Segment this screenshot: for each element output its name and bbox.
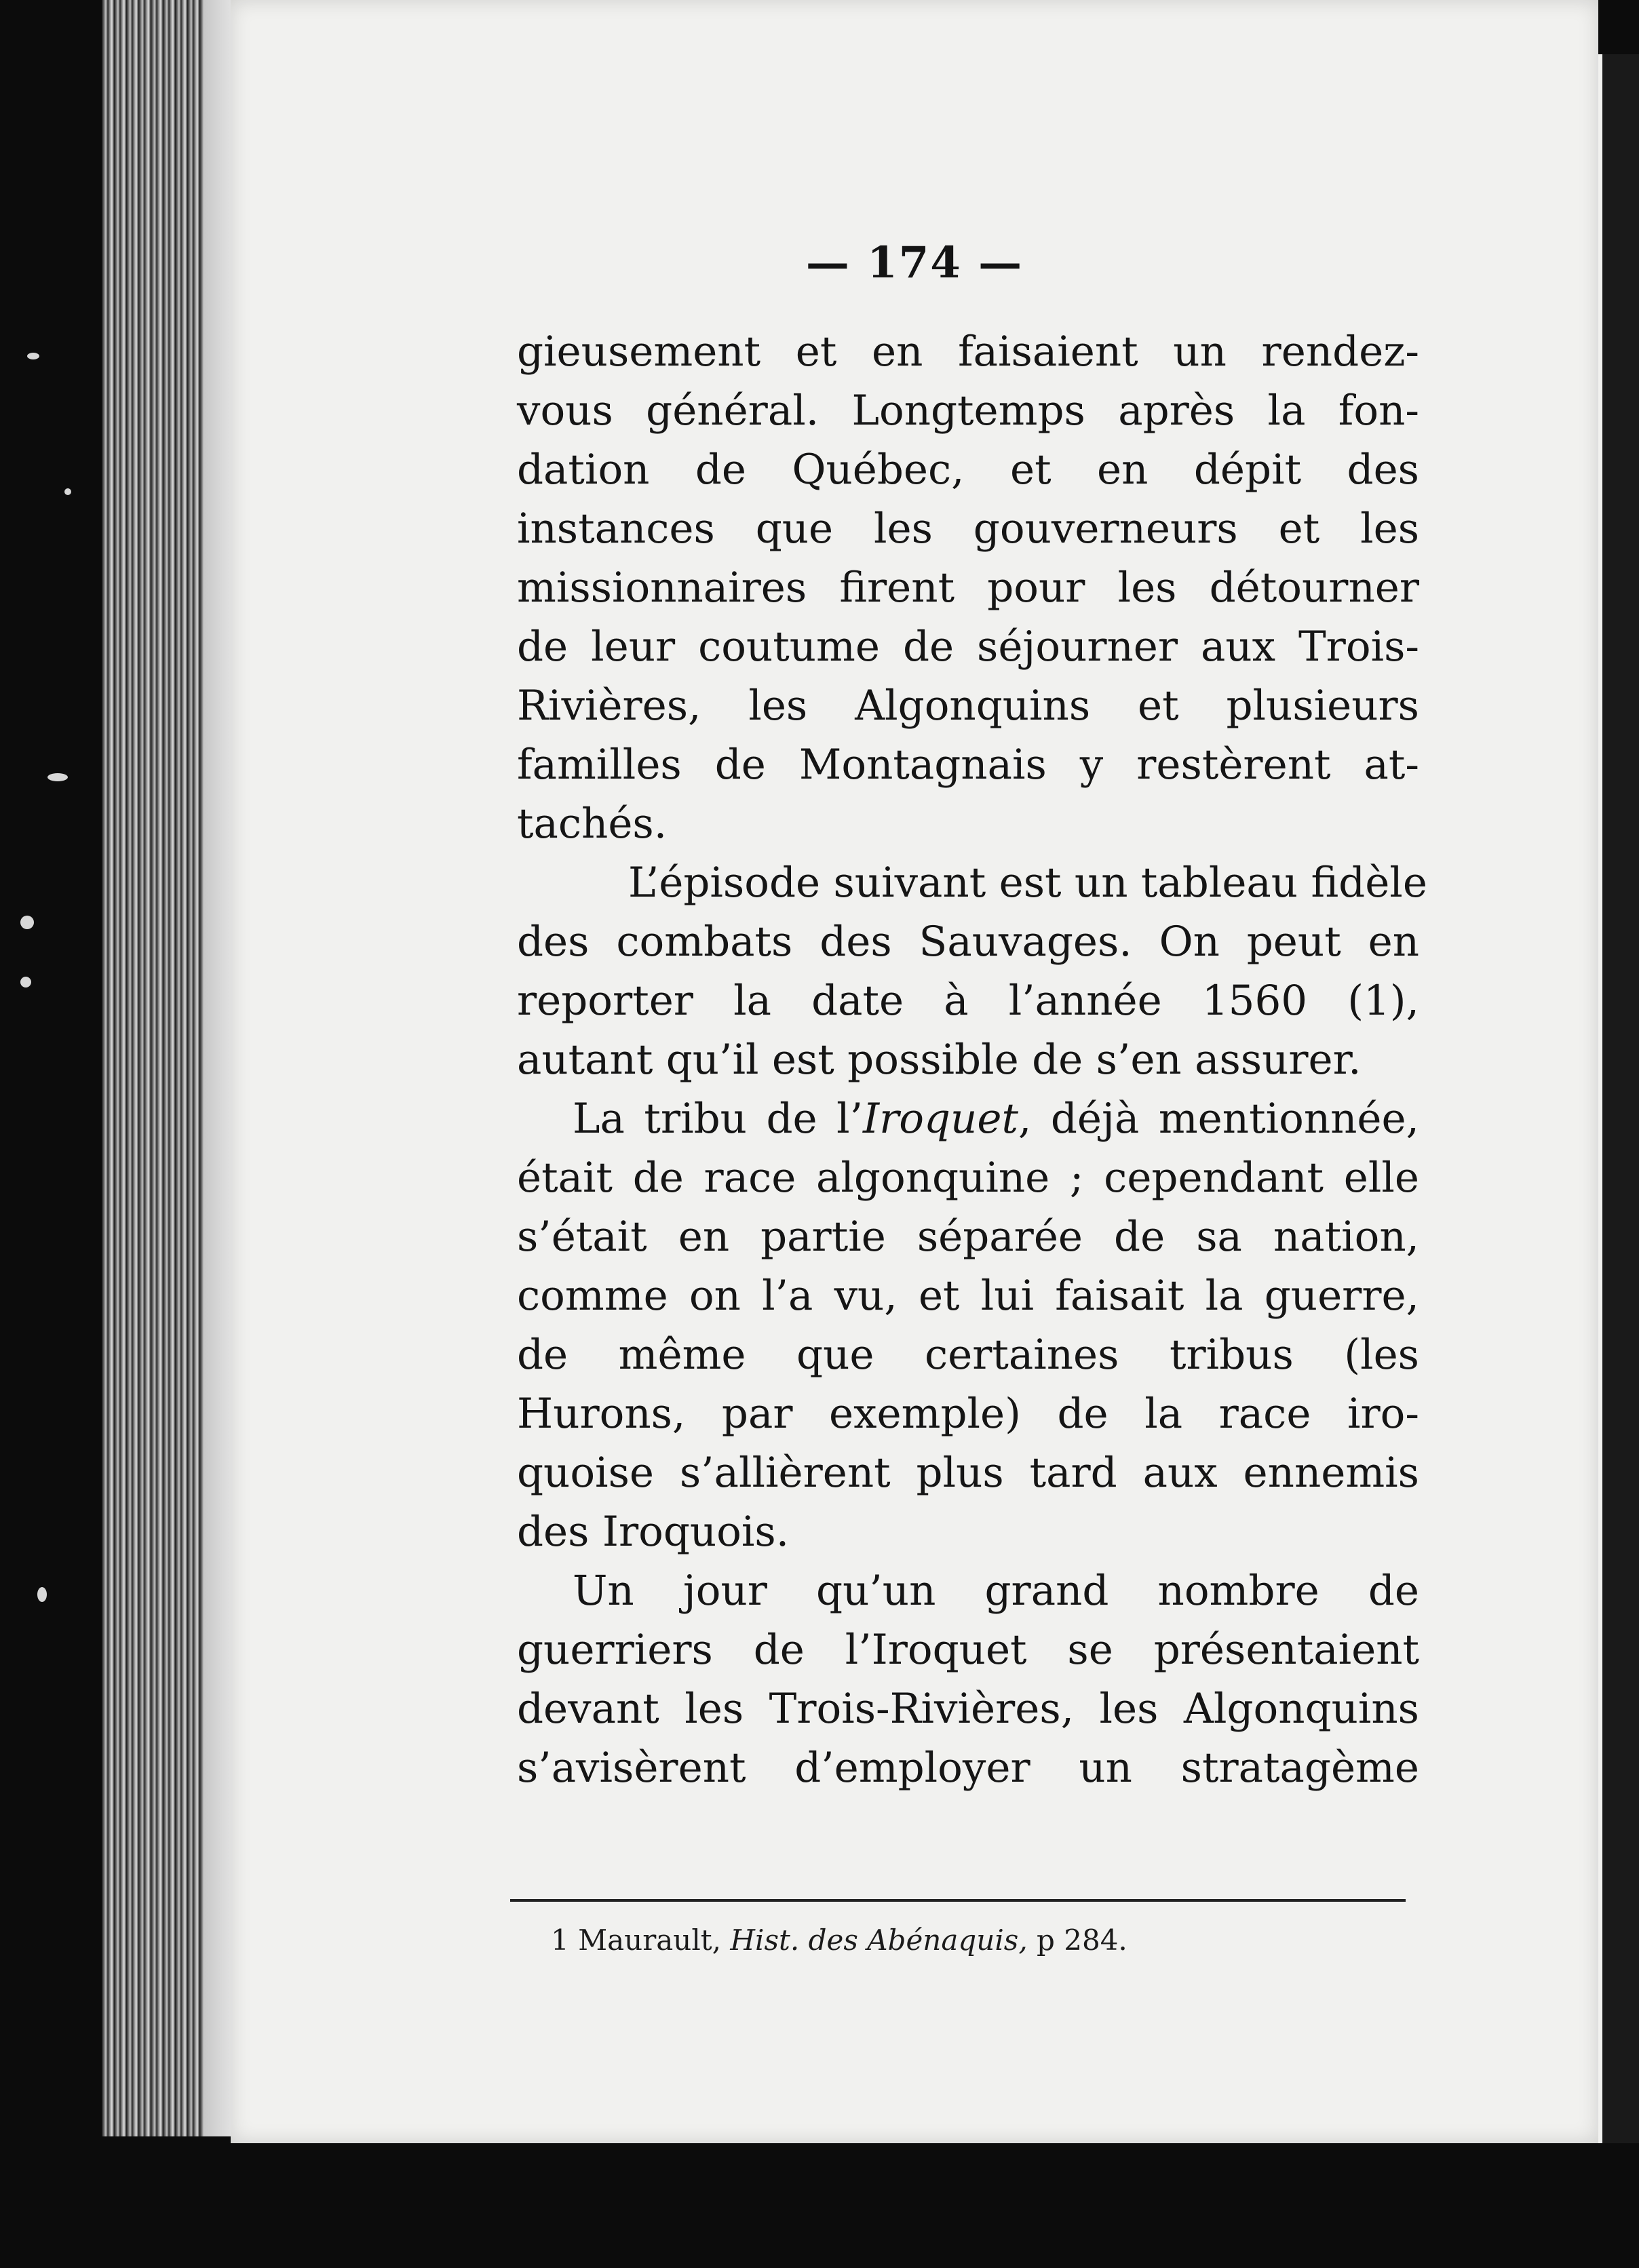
text-fragment: , déjà mentionnée,	[1018, 1095, 1419, 1143]
text-line: tachés.	[517, 800, 668, 848]
scan-speck	[64, 488, 71, 495]
text-line: de même que certaines tribus (les	[517, 1331, 1419, 1379]
scan-speck	[27, 353, 39, 359]
text-line: Rivières, les Algonquins et plusieurs	[517, 682, 1419, 730]
text-line: Un jour qu’un grand nombre de	[573, 1567, 1419, 1615]
text-line: gieusement et en faisaient un rendez-	[517, 328, 1419, 376]
page-number: — 174 —	[805, 237, 1024, 288]
text-line: L’épisode suivant est un tableau fidèle	[628, 859, 1427, 907]
italic-tribe-name: Iroquet	[863, 1095, 1018, 1143]
text-line: était de race algonquine ; cependant elle	[517, 1154, 1419, 1202]
text-line: s’était en partie séparée de sa nation,	[517, 1213, 1419, 1261]
text-line: des combats des Sauvages. On peut en	[517, 918, 1419, 966]
text-line: dation de Québec, et en dépit des	[517, 446, 1419, 494]
text-line	[517, 1089, 1419, 1148]
text-line: devant les Trois-Rivières, les Algonquins	[517, 1685, 1419, 1733]
text-line: autant qu’il est possible de s’en assurer.	[517, 1036, 1362, 1084]
text-line: s’avisèrent d’employer un stratagème	[517, 1744, 1419, 1792]
footnote-page: p 284.	[1037, 1923, 1127, 1957]
footnote-rule	[510, 1899, 1406, 1902]
text-line: comme on l’a vu, et lui faisait la guerre,	[517, 1272, 1419, 1320]
text-line: familles de Montagnais y restèrent at-	[517, 741, 1419, 789]
footnote	[551, 1923, 1433, 1957]
text-line: quoise s’allièrent plus tard aux ennemis	[517, 1449, 1419, 1497]
footnote-author: Maurault,	[578, 1923, 722, 1957]
text-line: reporter la date à l’année 1560 (1),	[517, 977, 1419, 1025]
footnote-marker: 1	[551, 1923, 569, 1957]
text-line: instances que les gouverneurs et les	[517, 505, 1419, 553]
text-line: de leur coutume de séjourner aux Trois-	[517, 623, 1419, 671]
scan-speck	[20, 916, 34, 929]
text-fragment: La tribu de l’	[573, 1095, 864, 1143]
text-line: Hurons, par exemple) de la race iro-	[517, 1390, 1419, 1438]
text-line: guerriers de l’Iroquet se présentaient	[517, 1626, 1419, 1674]
facing-page-edge	[1598, 54, 1639, 2143]
text-line: missionnaires firent pour les détourner	[517, 564, 1419, 612]
scan-speck	[20, 977, 31, 988]
text-line: vous général. Longtemps après la fon-	[517, 387, 1419, 435]
scan-speck	[47, 773, 68, 781]
body-text	[517, 322, 1427, 1797]
footnote-title: Hist. des Abénaquis,	[730, 1923, 1028, 1957]
text-line: des Iroquois.	[517, 1508, 790, 1556]
scan-speck	[37, 1587, 47, 1602]
